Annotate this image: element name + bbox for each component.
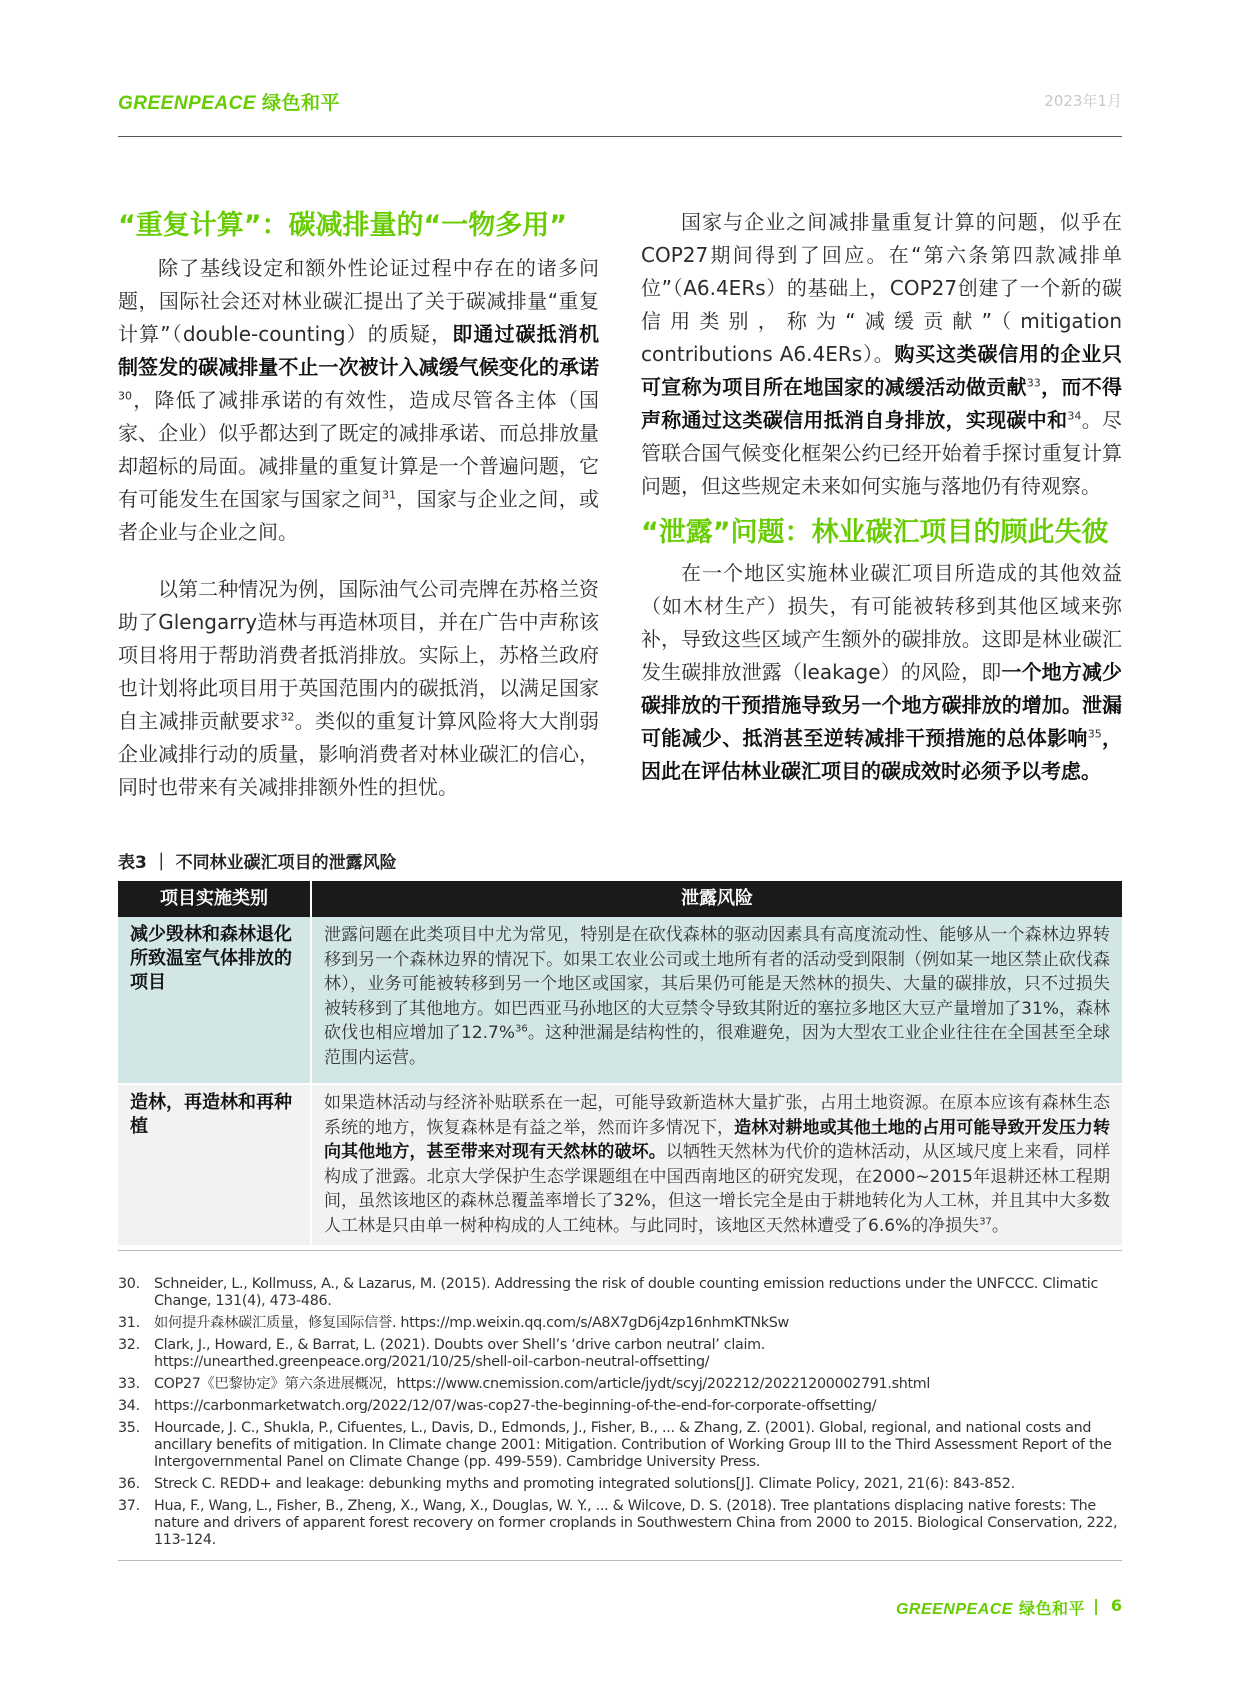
- footnote: [118, 1398, 1122, 1415]
- table-cell-category: 造林，再造林和再种植: [118, 1084, 311, 1245]
- text-run: ，国家与企业之间，或者企业与企业之间。: [118, 487, 600, 544]
- footnote-ref: 32: [280, 710, 295, 724]
- bold-text: 造林对耕地或其他土地的占用可能导致开发压力转向其他地方，甚至带来对现有天然林的破坏。: [324, 1117, 1111, 1163]
- footnote-text: COP27《巴黎协定》第六条进展概况，https://www.cnemission.com/article/jydt/scyj/202212/20221200002791.shtml: [154, 1376, 931, 1392]
- footnote-ref: 34: [1067, 409, 1082, 423]
- text-run: 在一个地区实施林业碳汇项目所造成的其他效益（如木材生产）损失，有可能被转移到其他区域来弥补，导致这些区域产生额外的碳排放。这即是林业碳汇发生碳排放泄露（leakage）的风险，即: [641, 561, 1122, 684]
- footnote-text: Streck C. REDD+ and leakage: debunking myths and promoting integrated solutions[J]. Climate Policy, 2021, 21(6): 843-852.: [154, 1476, 1015, 1492]
- header-rule: [118, 136, 1122, 137]
- text-run: 。类似的重复计算风险将大大削弱企业减排行动的质量，影响消费者对林业碳汇的信心，同时也带来有关减排排额外性的担忧。: [118, 709, 600, 799]
- footer-greenpeace-logo: [896, 1596, 1085, 1619]
- section-title-leakage: “泄露”问题：林业碳汇项目的顾此失彼: [641, 517, 1109, 548]
- bold-text: 购买这类碳信用的企业只可宣称为项目所在地国家的减缓活动做贡献: [641, 342, 1122, 399]
- footnote-text: Hourcade, J. C., Shukla, P., Cifuentes, L., Davis, D., Edmonds, J., Fisher, B., ... & Zhang, Z. (2001). Global, regional, and national costs and ancillary benefits of mitigation. In Climate change 2001: Mitigation. Contribution of Working Group III to the Third Assessment Report of the Intergovernmental Panel on Climate Change (pp. 499-559). Cambridge University Press.: [154, 1420, 1112, 1470]
- bold-text: 即通过碳抵消机制签发的碳减排量不止一次被计入减缓气候变化的承诺: [118, 322, 599, 379]
- logo-en: GREENPEACE: [118, 93, 257, 114]
- table-cell-category: 减少毁林和森林退化所致温室气体排放的项目: [118, 917, 311, 1084]
- footnote-text: 如何提升森林碳汇质量，修复国际信誉. https://mp.weixin.qq.com/s/A8X7gD6j4zp16nhmKTNkSw: [154, 1315, 789, 1331]
- footnote-ref: 31: [381, 488, 396, 502]
- footnote-number: 33.: [118, 1376, 140, 1392]
- footnote-text: https://carbonmarketwatch.org/2022/12/07/was-cop27-the-beginning-of-the-end-for-corporate-offsetting/: [154, 1398, 877, 1414]
- text-run: 如果造林活动与经济补贴联系在一起，可能导致新造林大量扩张，占用土地资源。在原本应该有森林生态系统的地方，恢复森林是有益之举，然而许多情况下，: [324, 1093, 1110, 1138]
- right-column: [641, 206, 1122, 788]
- right-paragraph-1: [641, 206, 1122, 503]
- footnote-number: 34.: [118, 1398, 140, 1414]
- footnote-text: Clark, J., Howard, E., & Barrat, L. (2021). Doubts over Shell’s ‘drive carbon neutral’ claim. https://unearthed.greenpeace.org/2021/10/25/shell-oil-carbon-neutral-offsetting/: [154, 1337, 766, 1370]
- footnote-text: Hua, F., Wang, L., Fisher, B., Zheng, X., Wang, X., Douglas, W. Y., ... & Wilcove, D. S. (2018). Tree plantations displacing native forests: The nature and drivers of apparent forest recovery on former croplands in Southwestern China from 2000 to 2015. Biological Conservation, 222, 113-124.: [154, 1498, 1118, 1548]
- bold-text: ，而不得声称通过这类碳信用抵消自身排放，实现碳中和: [641, 375, 1123, 432]
- table-caption: 表3 ｜ 不同林业碳汇项目的泄露风险: [118, 853, 397, 873]
- footnote-number: 30.: [118, 1276, 140, 1292]
- text-run: 泄露问题在此类项目中尤为常见，特别是在砍伐森林的驱动因素具有高度流动性、能够从一个森林边界转移到另一个森林边界的情况下。如果工农业公司或土地所有者的活动受到限制（例如某一地区禁止砍伐森林），业务可能被转移到另一个地区或国家，其后果仍可能是天然林的损失、大量的碳排放，只不过损失被转移到了其他地方。如巴西亚马孙地区的大豆禁令导致其附近的塞拉多地区大豆产量增加了31%，森林砍伐也相应增加了12.7%: [324, 925, 1110, 1044]
- header-date: 2023年1月: [1044, 92, 1122, 110]
- footnote-ref: 37: [979, 1216, 992, 1228]
- footnote: [118, 1337, 1122, 1371]
- text-run: 以第二种情况为例，国际油气公司壳牌在苏格兰资助了Glengarry造林与再造林项目，并在广告中声称该项目将用于帮助消费者抵消排放。实际上，苏格兰政府也计划将此项目用于英国范围内的碳抵消，以满足国家自主减排贡献要求: [118, 577, 599, 733]
- footnote-text: Schneider, L., Kollmuss, A., & Lazarus, M. (2015). Addressing the risk of double counting emission reductions under the UNFCCC. Climatic Change, 131(4), 473-486.: [154, 1276, 1099, 1309]
- footer-separator: |: [1093, 1596, 1099, 1615]
- footnote: [118, 1315, 1122, 1332]
- bold-text: ，因此在评估林业碳汇项目的碳成效时必须予以考虑。: [641, 726, 1123, 783]
- table-header-risk: 泄露风险: [311, 881, 1122, 917]
- text-run: 除了基线设定和额外性论证过程中存在的诸多问题，国际社会还对林业碳汇提出了关于碳减排量“重复计算”（double-counting）的质疑，: [118, 256, 599, 346]
- greenpeace-logo: [118, 88, 340, 115]
- bold-text: 一个地方减少碳排放的干预措施导致另一个地方碳排放的增加。泄漏可能减少、抵消甚至逆转减排干预措施的总体影响: [641, 660, 1123, 750]
- left-column: [118, 206, 599, 804]
- text-run: ，降低了减排承诺的有效性，造成尽管各主体（国家、企业）似乎都达到了既定的减排承诺、而总排放量却超标的局面。减排量的重复计算是一个普遍问题，它有可能发生在国家与国家之间: [118, 388, 599, 511]
- table-row: [118, 1084, 1122, 1245]
- text-run: 以牺牲天然林为代价的造林活动，从区域尺度上来看，同样构成了泄露。北京大学保护生态学课题组在中国西南地区的研究发现，在2000~2015年退耕还林工程期间，虽然该地区的森林总覆盖率增长了32%，但这一增长完全是由于耕地转化为人工林，并且其中大多数人工林是只由单一树种构成的人工纯林。与此同时，该地区天然林遭受了6.6%的净损失: [324, 1142, 1111, 1236]
- table-header-row: [118, 881, 1122, 917]
- left-paragraph-2: [118, 573, 599, 804]
- text-run: 。: [991, 1215, 1009, 1236]
- footnote-ref: 36: [515, 1023, 528, 1035]
- footnote: [118, 1376, 1122, 1393]
- table-cell-risk: [311, 1084, 1122, 1245]
- footer-logo-en: GREENPEACE: [895, 1601, 1013, 1618]
- table-row: [118, 917, 1122, 1084]
- page-number: 6: [1110, 1596, 1122, 1615]
- footnote: [118, 1276, 1122, 1310]
- footnote-number: 35.: [118, 1420, 140, 1436]
- text-run: 。尽管联合国气候变化框架公约已经开始着手探讨重复计算问题，但这些规定未来如何实施与落地仍有待观察。: [641, 408, 1123, 498]
- footer-rule: [118, 1560, 1122, 1561]
- footnote-number: 36.: [118, 1476, 140, 1492]
- footnote: [118, 1476, 1122, 1493]
- text-run: 国家与企业之间减排量重复计算的问题，似乎在COP27期间得到了回应。在“第六条第四款减排单位”（A6.4ERs）的基础上，COP27创建了一个新的碳信用类别，称为“减缓贡献”（mitigation contributions A6.4ERs）。: [641, 210, 1122, 366]
- footnote-number: 37.: [118, 1498, 140, 1514]
- logo-cn: 绿色和平: [262, 93, 341, 114]
- footnote: [118, 1420, 1122, 1471]
- right-paragraph-2: [641, 557, 1122, 788]
- footnote-number: 31.: [118, 1315, 140, 1331]
- footnote-ref: 30: [118, 389, 132, 403]
- table-cell-risk: [311, 917, 1122, 1084]
- footnotes: [118, 1276, 1122, 1554]
- text-run: 。这种泄漏是结构性的，很难避免，因为大型农工业企业往往在全国甚至全球范围内运营。: [324, 1023, 1110, 1068]
- footnote: [118, 1498, 1122, 1549]
- footnote-ref: 33: [1026, 376, 1041, 390]
- footnotes-rule: [118, 1250, 1122, 1251]
- left-paragraph-1: [118, 252, 599, 549]
- footnote-number: 32.: [118, 1337, 140, 1353]
- section-title-double-counting: “重复计算”：碳减排量的“一物多用”: [118, 210, 567, 241]
- footer-logo-cn: 绿色和平: [1018, 1601, 1085, 1618]
- leakage-risk-table: [118, 881, 1122, 1245]
- table-header-category: 项目实施类别: [118, 881, 311, 917]
- footnote-ref: 35: [1087, 727, 1102, 741]
